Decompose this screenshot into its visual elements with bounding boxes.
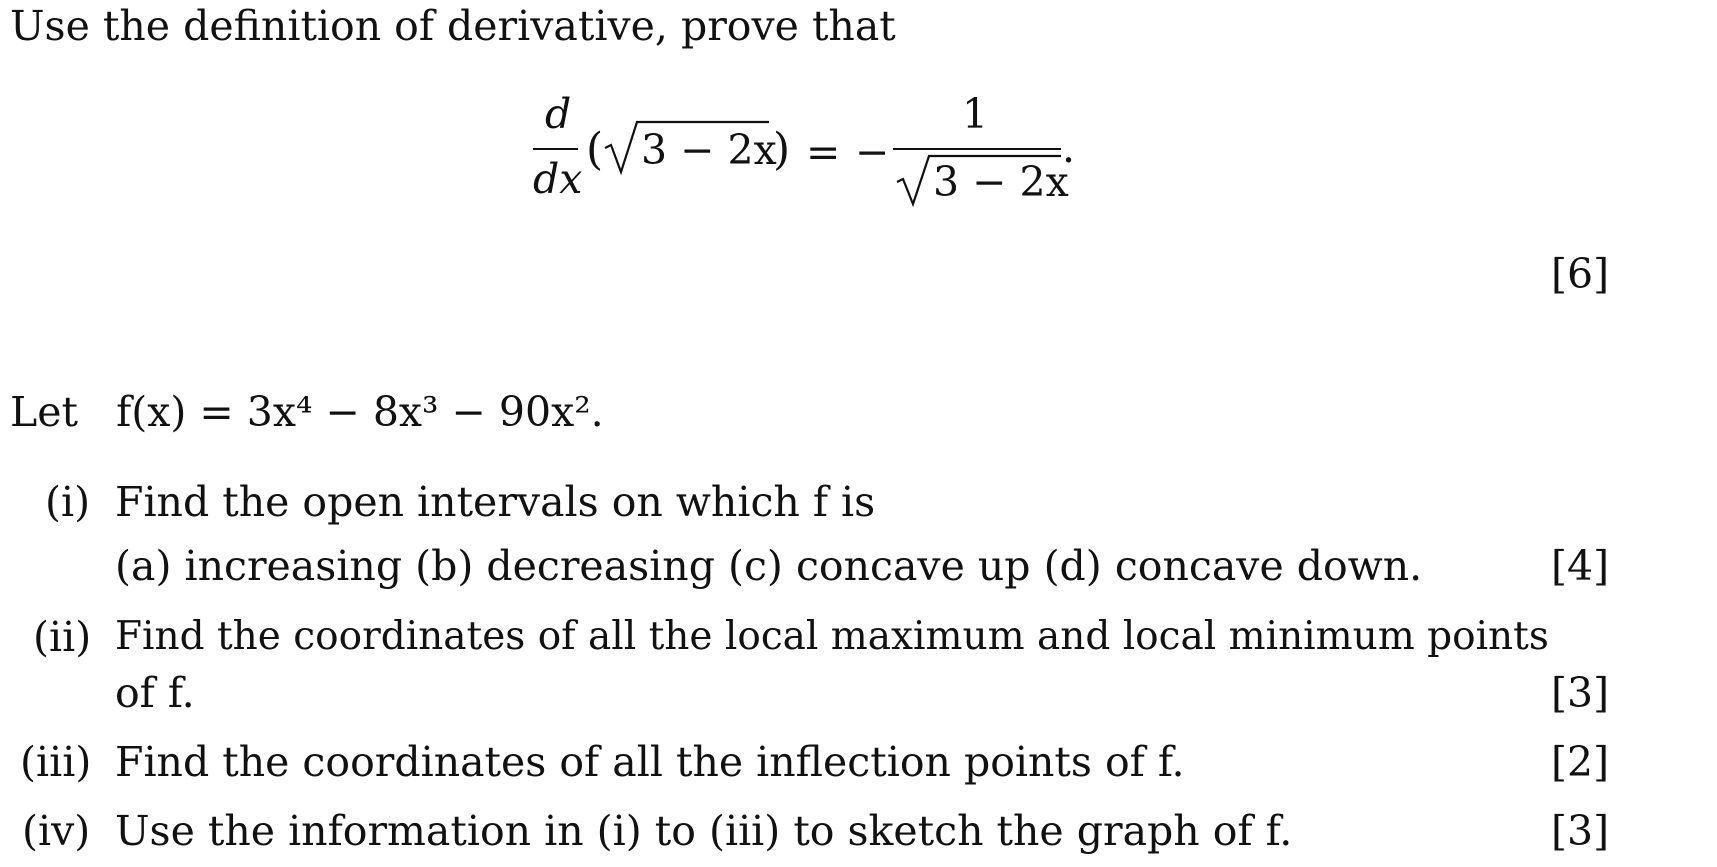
rhs-radicand: 3 − 2x (933, 158, 1069, 206)
q1-mark: [6] (1551, 250, 1610, 298)
lhs-radicand: 3 − 2x (641, 126, 777, 174)
part-ii-line1: Find the coordinates of all the local maximum and local minimum points (115, 614, 1549, 659)
minus-sign: − (855, 128, 890, 176)
rhs-fraction-bar (893, 148, 1061, 150)
part-i-line1: Find the open intervals on which f is (115, 478, 876, 526)
left-paren: ( (586, 124, 604, 175)
equation-period: . (1062, 124, 1076, 172)
function-definition: f(x) = 3x⁴ − 8x³ − 90x². (116, 388, 604, 436)
part-label-iv: (iv) (22, 807, 91, 855)
d-denominator: dx (533, 155, 583, 203)
q2-intro (10, 388, 604, 436)
part-i-line2: (a) increasing (b) decreasing (c) concave up (d) concave down. (115, 542, 1423, 590)
part-iv-line1: Use the information in (i) to (iii) to sketch the graph of f. (115, 807, 1293, 855)
part-label-iii: (iii) (20, 738, 92, 786)
part-ii-mark: [3] (1551, 669, 1610, 717)
part-i-mark: [4] (1551, 542, 1610, 590)
q1-instruction: Use the definition of derivative, prove that (10, 2, 896, 50)
part-ii-line2: of f. (115, 669, 195, 717)
part-iv-mark: [3] (1551, 807, 1610, 855)
part-iii-line1: Find the coordinates of all the inflection points of f. (115, 738, 1185, 786)
rhs-numerator: 1 (962, 90, 989, 138)
part-iii-mark: [2] (1551, 738, 1610, 786)
part-label-ii: (ii) (33, 613, 92, 661)
d-fraction-bar (533, 148, 578, 150)
let-word: Let (10, 388, 78, 436)
equals-sign: = (806, 128, 841, 176)
part-label-i: (i) (45, 478, 91, 526)
right-paren: ) (773, 124, 791, 175)
d-numerator: d (545, 90, 572, 138)
